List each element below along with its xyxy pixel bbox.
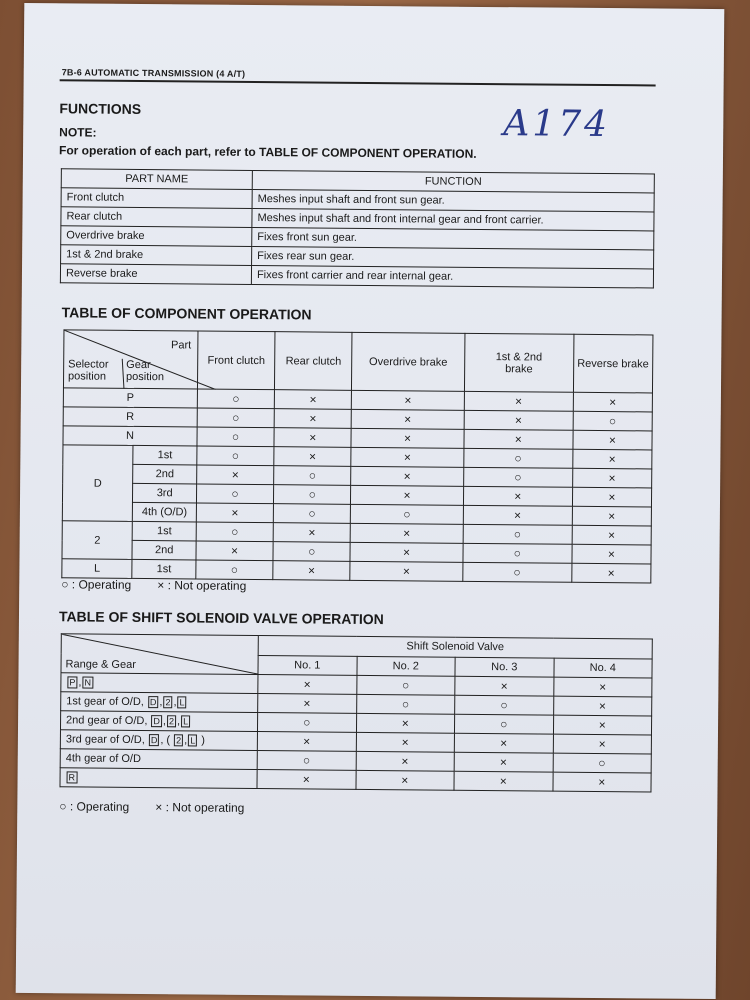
operating-mark: ○ (553, 753, 652, 773)
not-operating-mark: × (257, 732, 356, 752)
not-operating-mark: × (572, 487, 651, 507)
corner-selector-label: Selector position (68, 358, 109, 383)
gear-cell: 4th (O/D) (133, 502, 197, 522)
gear-cell: 2nd (133, 464, 197, 484)
part-name: Rear clutch (61, 207, 252, 228)
boxed-range-symbol: D (148, 696, 159, 708)
paren: ( (163, 734, 174, 747)
operating-mark: ○ (273, 504, 350, 524)
operating-mark: ○ (463, 467, 572, 487)
boxed-range-symbol: L (181, 715, 190, 727)
not-operating-mark: × (463, 505, 572, 525)
boxed-range-symbol: 2 (163, 696, 172, 708)
column-header: Overdrive brake (352, 332, 465, 391)
note-label: NOTE: (59, 125, 97, 140)
not-operating-mark: × (464, 410, 573, 430)
range-gear-label: 2nd gear of O/D, (66, 714, 151, 728)
not-operating-mark: × (454, 752, 553, 772)
boxed-range-symbol: L (178, 696, 187, 708)
boxed-range-symbol: 2 (174, 734, 183, 746)
not-operating-mark: × (351, 428, 464, 448)
selector-cell: R (63, 407, 197, 427)
operating-mark: ○ (356, 694, 455, 714)
table-row (60, 768, 651, 792)
not-operating-mark: × (572, 468, 651, 488)
not-operating-mark: × (553, 677, 652, 697)
column-header: Rear clutch (275, 332, 353, 391)
legend-operating-2: ○ : Operating (59, 799, 130, 814)
functions-title: FUNCTIONS (59, 100, 142, 117)
not-operating-mark: × (356, 751, 455, 771)
column-header: Front clutch (197, 331, 275, 390)
not-operating-mark: × (553, 715, 652, 735)
operating-mark: ○ (196, 560, 273, 580)
not-operating-mark: × (351, 447, 464, 467)
not-operating-mark: × (273, 561, 350, 581)
operating-mark: ○ (196, 522, 273, 542)
note-text: For operation of each part, refer to TABLE OF COMPONENT OPERATION. (58, 143, 477, 161)
corner-gear-label: Gear position (126, 358, 165, 384)
corner-cell (61, 634, 258, 675)
boxed-range-symbol: D (151, 715, 162, 727)
column-header: No. 4 (553, 658, 652, 678)
boxed-range-symbol: L (188, 734, 197, 746)
part-function: Fixes rear sun gear. (252, 246, 654, 269)
operating-mark: ○ (454, 714, 553, 734)
not-operating-mark: × (197, 465, 274, 485)
column-header: FUNCTION (252, 170, 654, 193)
document-page (16, 3, 725, 999)
not-operating-mark: × (356, 732, 455, 752)
not-operating-mark: × (350, 523, 463, 543)
part-name: Reverse brake (60, 264, 251, 285)
page-header: 7B-6 AUTOMATIC TRANSMISSION (4 A/T) (61, 67, 246, 79)
not-operating-mark: × (196, 503, 273, 523)
operating-mark: ○ (463, 524, 572, 544)
not-operating-mark: × (355, 770, 454, 790)
column-header: No. 3 (455, 657, 554, 677)
range-gear-cell (60, 768, 257, 789)
not-operating-mark: × (572, 544, 651, 564)
operating-mark: ○ (351, 504, 464, 524)
part-function: Meshes input shaft and front internal gear and front carrier. (252, 208, 654, 231)
not-operating-mark: × (352, 390, 465, 410)
operating-mark: ○ (197, 427, 274, 447)
operating-mark: ○ (197, 389, 274, 409)
gear-cell: 3rd (133, 483, 197, 503)
selector-cell: 2 (62, 521, 133, 560)
part-function: Fixes front sun gear. (252, 227, 654, 250)
component-operation-title: TABLE OF COMPONENT OPERATION (61, 304, 312, 323)
operating-mark: ○ (463, 543, 572, 563)
column-header: Reverse brake (573, 334, 653, 393)
operating-mark: ○ (196, 484, 273, 504)
range-gear-cell: 1st gear of O/D, D , 2 , L (61, 692, 258, 713)
operating-mark: ○ (464, 448, 573, 468)
not-operating-mark: × (273, 523, 350, 543)
not-operating-mark: × (274, 409, 351, 429)
legend-not-operating: × : Not operating (157, 578, 247, 593)
legend-operating: ○ : Operating (61, 577, 132, 592)
not-operating-mark: × (552, 772, 651, 792)
operating-mark: ○ (455, 695, 554, 715)
operating-mark: ○ (274, 466, 351, 486)
not-operating-mark: × (351, 485, 464, 505)
not-operating-mark: × (553, 734, 652, 754)
operating-mark: ○ (197, 446, 274, 466)
header-rule (60, 79, 656, 86)
part-function: Fixes front carrier and rear internal gear. (251, 265, 653, 288)
selector-cell: P (63, 388, 197, 408)
not-operating-mark: × (258, 675, 357, 695)
not-operating-mark: × (573, 430, 652, 450)
not-operating-mark: × (351, 409, 464, 429)
operating-mark: ○ (573, 411, 652, 431)
range-gear-cell: P , N (61, 673, 258, 694)
not-operating-mark: × (573, 392, 652, 412)
column-header: No. 2 (356, 656, 455, 676)
not-operating-mark: × (553, 696, 652, 716)
range-gear-label: 4th gear of O/D (65, 752, 142, 766)
range-gear-label: 1st gear of O/D, (66, 695, 147, 709)
column-header: PART NAME (61, 169, 252, 190)
not-operating-mark: × (454, 733, 553, 753)
not-operating-mark: × (350, 542, 463, 562)
gear-cell: 1st (133, 445, 197, 465)
operating-mark: ○ (274, 485, 351, 505)
corner-cell (63, 330, 197, 389)
not-operating-mark: × (274, 428, 351, 448)
selector-cell: N (63, 426, 197, 446)
not-operating-mark: × (572, 525, 651, 545)
boxed-range-symbol: R (67, 771, 78, 783)
selector-cell: D (62, 445, 133, 522)
gear-cell: 2nd (132, 540, 196, 560)
gear-cell: 1st (132, 521, 196, 541)
not-operating-mark: × (196, 541, 273, 561)
operating-mark: ○ (356, 675, 455, 695)
range-gear-cell: 3rd gear of O/D, D , ( 2 , L ) (60, 730, 257, 751)
solenoid-operation-title: TABLE OF SHIFT SOLENOID VALVE OPERATION (58, 608, 384, 628)
corner-range-label: Range & Gear (65, 658, 136, 671)
not-operating-mark: × (257, 770, 356, 790)
not-operating-mark: × (274, 447, 351, 467)
not-operating-mark: × (464, 391, 573, 411)
table-row (60, 264, 653, 288)
not-operating-mark: × (572, 506, 651, 526)
paren: ) (198, 734, 206, 747)
not-operating-mark: × (274, 390, 351, 410)
operating-mark: ○ (257, 751, 356, 771)
not-operating-mark: × (571, 563, 650, 583)
operating-mark: ○ (197, 408, 274, 428)
not-operating-mark: × (350, 561, 463, 581)
legend-not-operating-2: × : Not operating (155, 800, 245, 815)
part-name: Overdrive brake (61, 226, 252, 247)
boxed-range-symbol: 2 (167, 715, 176, 727)
corner-part-label: Part (171, 339, 192, 352)
gear-cell: 1st (132, 559, 196, 579)
boxed-range-symbol: D (149, 734, 160, 746)
component-operation-table (61, 329, 653, 583)
part-name: Front clutch (61, 188, 252, 209)
handwritten-note: A174 (503, 103, 611, 146)
table-row (62, 559, 651, 583)
boxed-range-symbol: P (67, 676, 77, 688)
not-operating-mark: × (464, 429, 573, 449)
operating-mark: ○ (257, 713, 356, 733)
not-operating-mark: × (572, 449, 651, 469)
not-operating-mark: × (463, 486, 572, 506)
boxed-range-symbol: N (82, 676, 93, 688)
part-name: 1st & 2nd brake (61, 245, 252, 266)
column-header: No. 1 (258, 655, 357, 675)
part-function: Meshes input shaft and front sun gear. (252, 189, 654, 212)
range-gear-label: 3rd gear of O/D, (65, 733, 148, 747)
solenoid-operation-table (59, 633, 652, 792)
operating-mark: ○ (463, 562, 572, 582)
selector-cell: L (62, 559, 132, 579)
not-operating-mark: × (258, 694, 357, 714)
range-gear-cell: 2nd gear of O/D, D , 2 , L (60, 711, 257, 732)
functions-table (60, 168, 655, 288)
not-operating-mark: × (351, 466, 464, 486)
not-operating-mark: × (455, 676, 554, 696)
not-operating-mark: × (356, 713, 455, 733)
not-operating-mark: × (454, 771, 553, 791)
column-header: 1st & 2nd brake (464, 333, 573, 392)
group-header: Shift Solenoid Valve (258, 636, 652, 659)
range-gear-cell (60, 749, 257, 770)
operating-mark: ○ (273, 542, 350, 562)
